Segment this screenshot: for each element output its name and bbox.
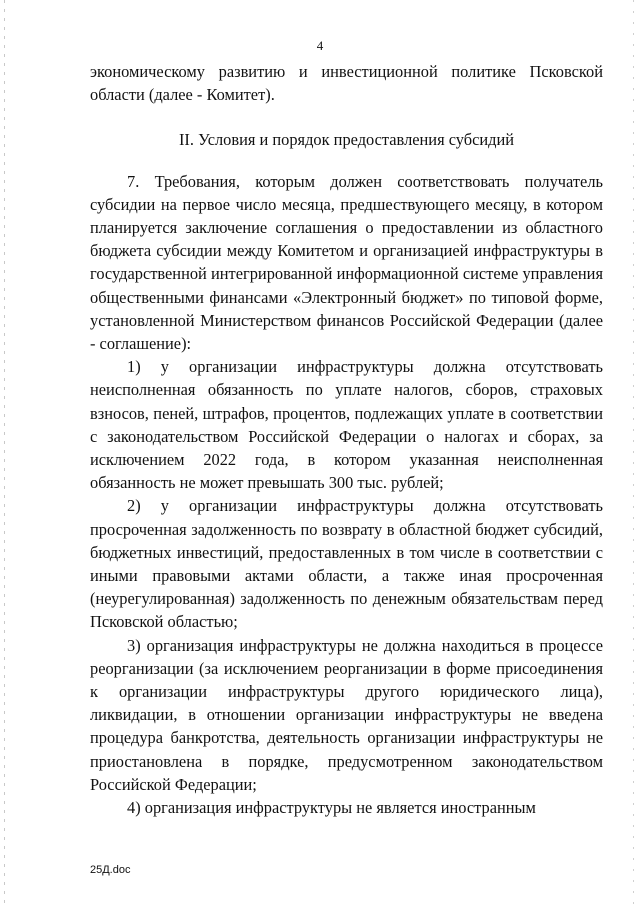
scan-edge-left [4,0,5,905]
section-heading: II. Условия и порядок предоставления субсидий [178,130,515,150]
paragraph-7: 7. Требования, которым должен соответствовать получатель субсидии на первое число месяца, предшествующего месяцу, в котором планируется заключение соглашения о предоставлении из областного бюджета субсидии между Комитетом и организацией инфраструктуры в государственной интегрированной информационной системе управления общественными финансами «Электронный бюджет» по типовой форме, установленной Министерством финансов Российской Федерации (далее - соглашение): [90,171,603,354]
scan-edge-right [633,0,634,905]
file-name-footer: 25Д.doc [90,864,131,876]
list-item-2: 2) у организации инфраструктуры должна отсутствовать просроченная задолженность по возврату в областной бюджет субсидий, бюджетных инвестиций, предоставленных в том числе в соответствии с иными правовыми актами области, а также иная просроченная (неурегулированная) задолженность по денежным обязательствам перед Псковской областью; [90,496,603,632]
document-body [90,60,603,819]
paragraph-continuation: экономическому развитию и инвестиционной политике Псковской области (далее - Комитет). [90,62,603,105]
page-number: 4 [316,38,324,53]
list-item-1: 1) у организации инфраструктуры должна отсутствовать неисполненная обязанность по уплате налогов, сборов, страховых взносов, пеней, штрафов, процентов, подлежащих уплате в соответствии с законодательством Российской Федерации о налогах и сборах, за исключением 2022 года, в котором указанная неисполненная обязанность не может превышать 300 тыс. рублей; [90,357,603,493]
list-item-3: 3) организация инфраструктуры не должна находиться в процессе реорганизации (за исключением реорганизации в форме присоединения к организации инфраструктуры другого юридического лица), ликвидации, в отношении организации инфраструктуры не введена процедура банкротства, деятельность организации инфраструктуры не приостановлена в порядке, предусмотренном законодательством Российской Федерации; [90,635,603,794]
list-item-4: 4) организация инфраструктуры не является иностранным [127,798,536,818]
